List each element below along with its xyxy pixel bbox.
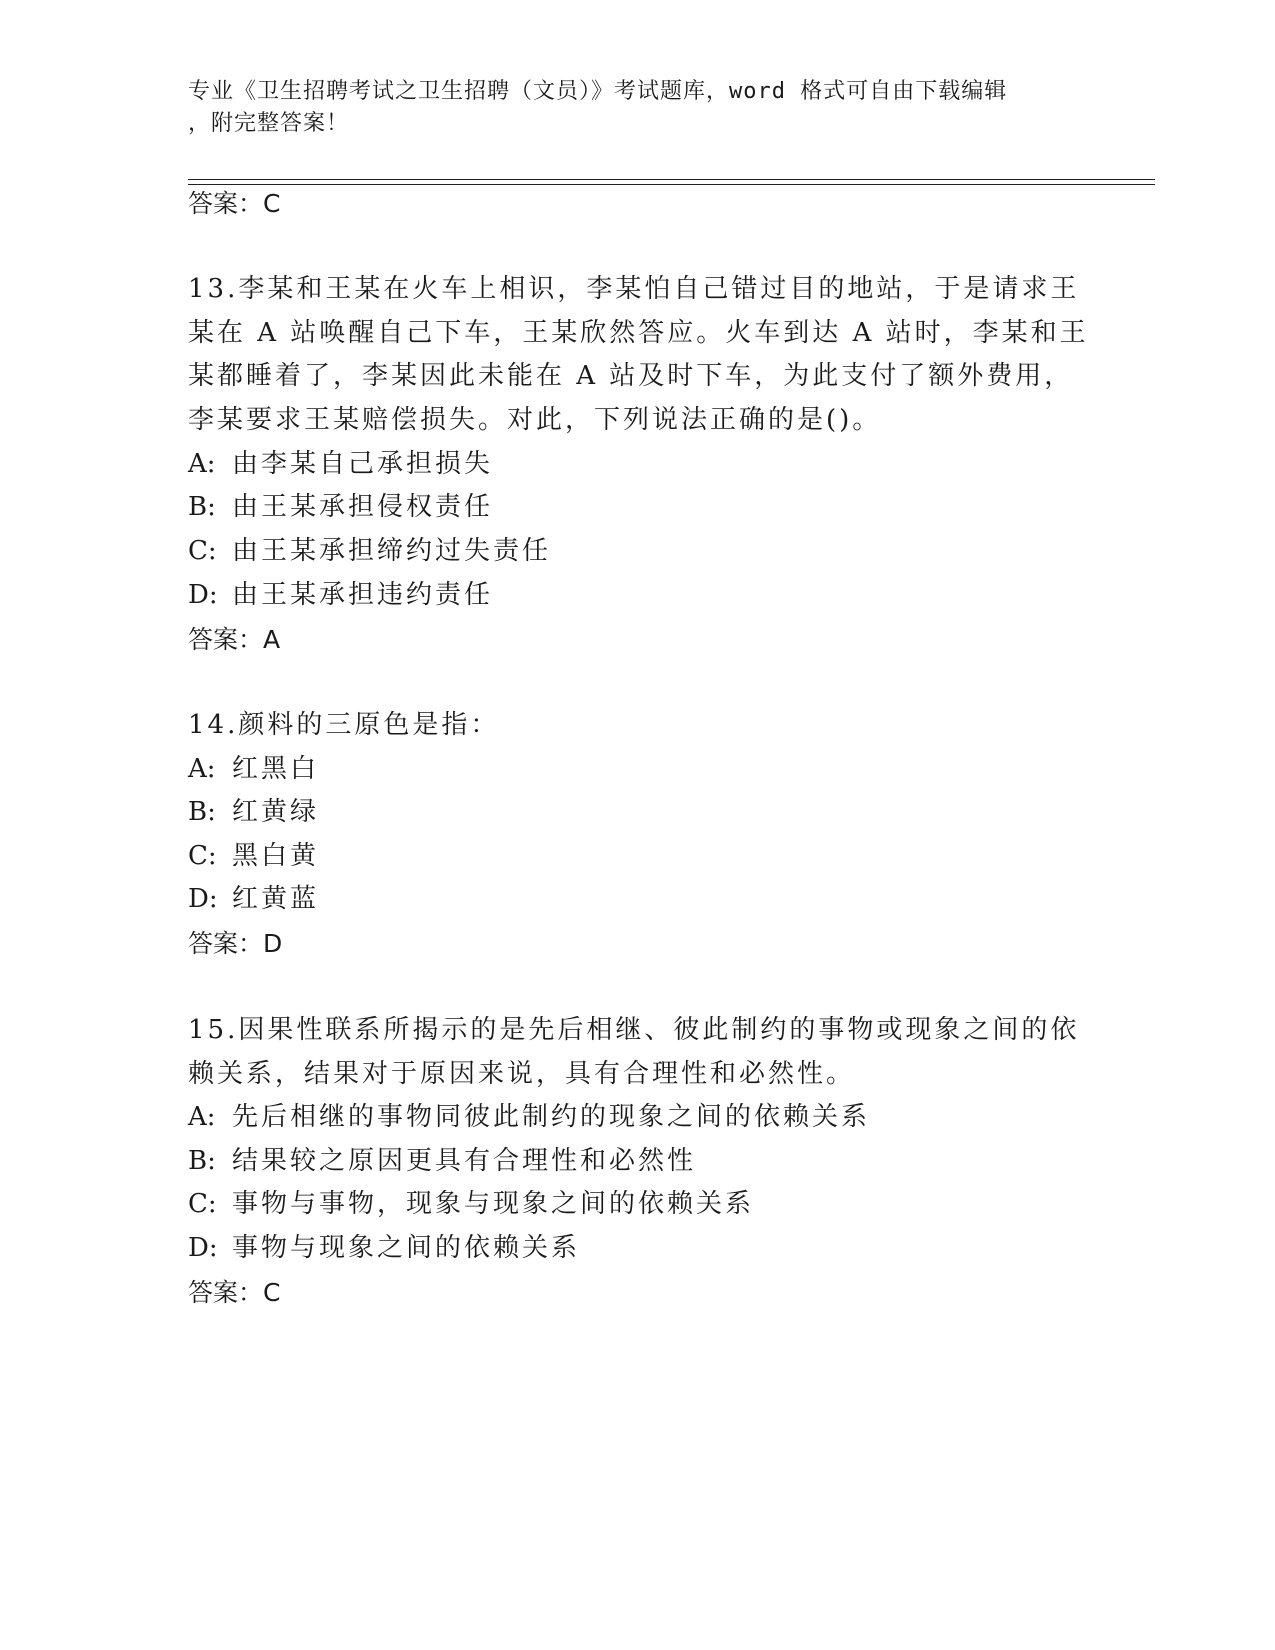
option-letter: C: — [188, 841, 217, 871]
option-letter: B: — [188, 797, 216, 827]
header-line-2: ，附完整答案！ — [188, 111, 350, 136]
question-15-option-b — [188, 1143, 696, 1179]
question-15-option-a — [188, 1099, 870, 1135]
option-letter: D: — [188, 884, 218, 914]
option-text: 黑白黄 — [232, 841, 320, 871]
option-letter: B: — [188, 1146, 216, 1176]
answer-prev: 答案：C — [188, 189, 281, 218]
option-letter: A: — [188, 1102, 216, 1132]
question-13-line-1: 13.李某和王某在火车上相识，李某怕自己错过目的地站，于是请求王 — [188, 274, 1080, 304]
header-divider-bottom — [188, 184, 1155, 185]
question-15-option-d — [188, 1230, 580, 1266]
question-15-option-c — [188, 1186, 754, 1222]
option-text: 红黑白 — [232, 754, 320, 784]
option-letter: A: — [188, 754, 216, 784]
question-14-option-d — [188, 881, 319, 917]
header-divider-top — [188, 179, 1155, 180]
option-letter: D: — [188, 1233, 218, 1263]
question-13-line-2: 某在 A 站唤醒自己下车，王某欣然答应。火车到达 A 站时，李某和王 — [188, 318, 1089, 348]
option-text: 红黄绿 — [232, 797, 320, 827]
question-13-answer: 答案：A — [188, 625, 281, 654]
option-text: 由李某自己承担损失 — [232, 449, 494, 479]
question-13-option-c — [188, 533, 551, 569]
option-text: 先后相继的事物同彼此制约的现象之间的依赖关系 — [232, 1102, 871, 1132]
option-letter: B: — [188, 492, 216, 522]
option-text: 由王某承担缔约过失责任 — [232, 536, 552, 566]
question-15-line-2: 赖关系，结果对于原因来说，具有合理性和必然性。 — [188, 1059, 856, 1089]
question-15-line-1: 15.因果性联系所揭示的是先后相继、彼此制约的事物或现象之间的依 — [188, 1015, 1080, 1045]
option-text: 结果较之原因更具有合理性和必然性 — [232, 1146, 697, 1176]
option-text: 事物与现象之间的依赖关系 — [232, 1233, 581, 1263]
option-letter: A: — [188, 449, 216, 479]
question-14-option-a — [188, 751, 319, 787]
question-13-line-4: 李某要求王某赔偿损失。对此，下列说法正确的是()。 — [188, 405, 882, 435]
question-13-option-a — [188, 446, 493, 482]
question-13-line-3: 某都睡着了，李某因此未能在 A 站及时下车，为此支付了额外费用， — [188, 361, 1074, 391]
option-letter: C: — [188, 1189, 217, 1219]
question-15-answer: 答案：C — [188, 1278, 281, 1307]
option-text: 由王某承担侵权责任 — [232, 492, 494, 522]
question-13-option-b — [188, 489, 493, 525]
header-line-1: 专业《卫生招聘考试之卫生招聘（文员）》考试题库，word 格式可自由下载编辑 — [188, 79, 1008, 104]
question-13-option-d — [188, 577, 493, 613]
question-14-option-c — [188, 838, 319, 874]
question-14-line-1: 14.颜料的三原色是指： — [188, 710, 500, 740]
question-14-option-b — [188, 794, 319, 830]
option-text: 红黄蓝 — [232, 884, 320, 914]
option-text: 由王某承担违约责任 — [232, 580, 494, 610]
option-letter: C: — [188, 536, 217, 566]
option-text: 事物与事物，现象与现象之间的依赖关系 — [232, 1189, 755, 1219]
document-header — [188, 76, 1068, 140]
question-14-answer: 答案：D — [188, 929, 283, 958]
option-letter: D: — [188, 580, 218, 610]
